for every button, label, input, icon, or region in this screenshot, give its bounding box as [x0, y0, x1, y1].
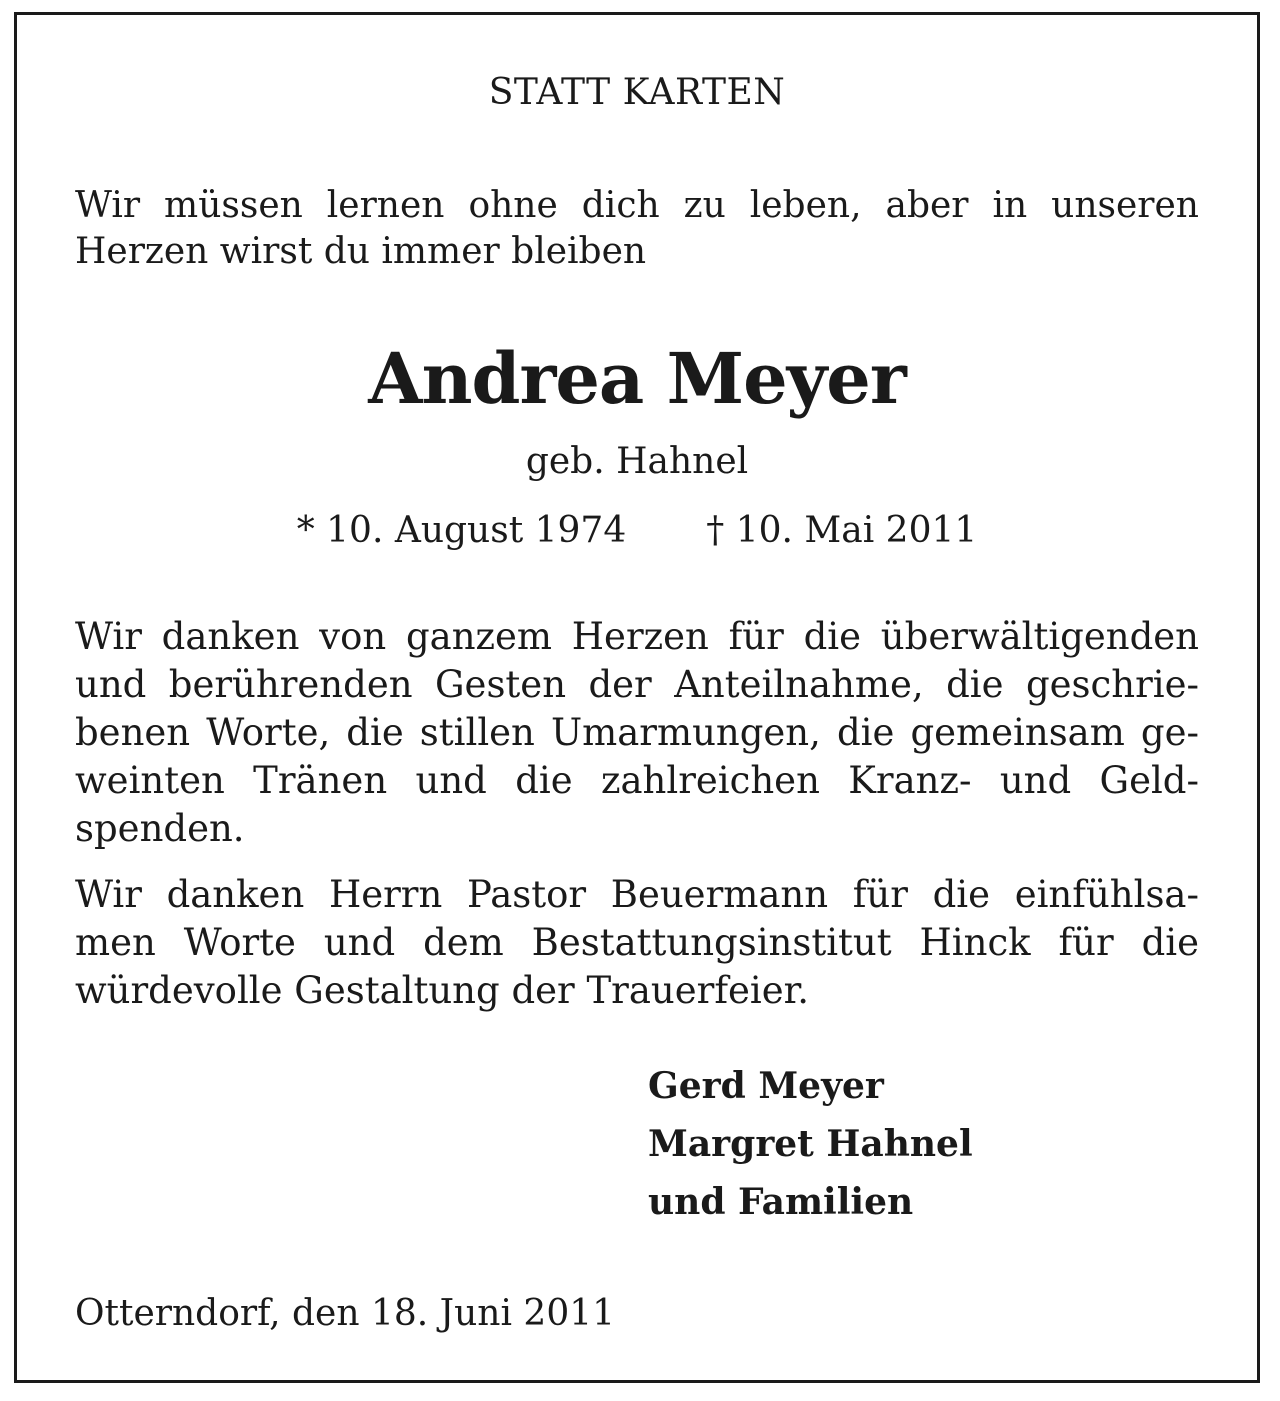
thanks-paragraph-2 [75, 871, 1199, 1015]
motto [75, 183, 1199, 275]
notice-content [75, 15, 1199, 1380]
birth-date: * 10. August 1974 [296, 510, 627, 551]
paragraph-line: spenden. [75, 807, 245, 850]
place-date: Otterndorf, den 18. Juni 2011 [75, 1293, 616, 1334]
deceased-name: Andrea Meyer [368, 337, 906, 420]
thanks-paragraph-1 [75, 613, 1199, 853]
motto-line: Wir müssen lernen ohne dich zu leben, aber in unseren [75, 185, 1199, 226]
paragraph-line: und berührenden Gesten der Anteilnahme, die geschrie- [75, 663, 1199, 706]
signer-name: Margret Hahnel [648, 1123, 973, 1165]
motto-line: Herzen wirst du immer bleiben [75, 231, 647, 272]
notice-frame [14, 12, 1260, 1383]
signer-name: Gerd Meyer [648, 1065, 884, 1107]
death-date: † 10. Mai 2011 [706, 510, 978, 551]
signer-name: und Familien [648, 1181, 914, 1223]
paragraph-line: Wir danken Herrn Pastor Beuermann für die einfühlsa- [75, 873, 1199, 916]
paragraph-line: würdevolle Gestaltung der Trauerfeier. [75, 969, 810, 1012]
signers [648, 1057, 973, 1231]
life-dates [75, 505, 1199, 557]
notice-header: STATT KARTEN [488, 72, 786, 113]
paragraph-line: men Worte und dem Bestattungsinstitut Hinck für die [75, 921, 1199, 964]
maiden-name: geb. Hahnel [525, 441, 749, 482]
paragraph-line: Wir danken von ganzem Herzen für die überwältigenden [75, 615, 1199, 658]
paragraph-line: weinten Tränen und die zahlreichen Kranz- und Geld- [75, 759, 1199, 802]
paragraph-line: benen Worte, die stillen Umarmungen, die gemeinsam ge- [75, 711, 1199, 754]
